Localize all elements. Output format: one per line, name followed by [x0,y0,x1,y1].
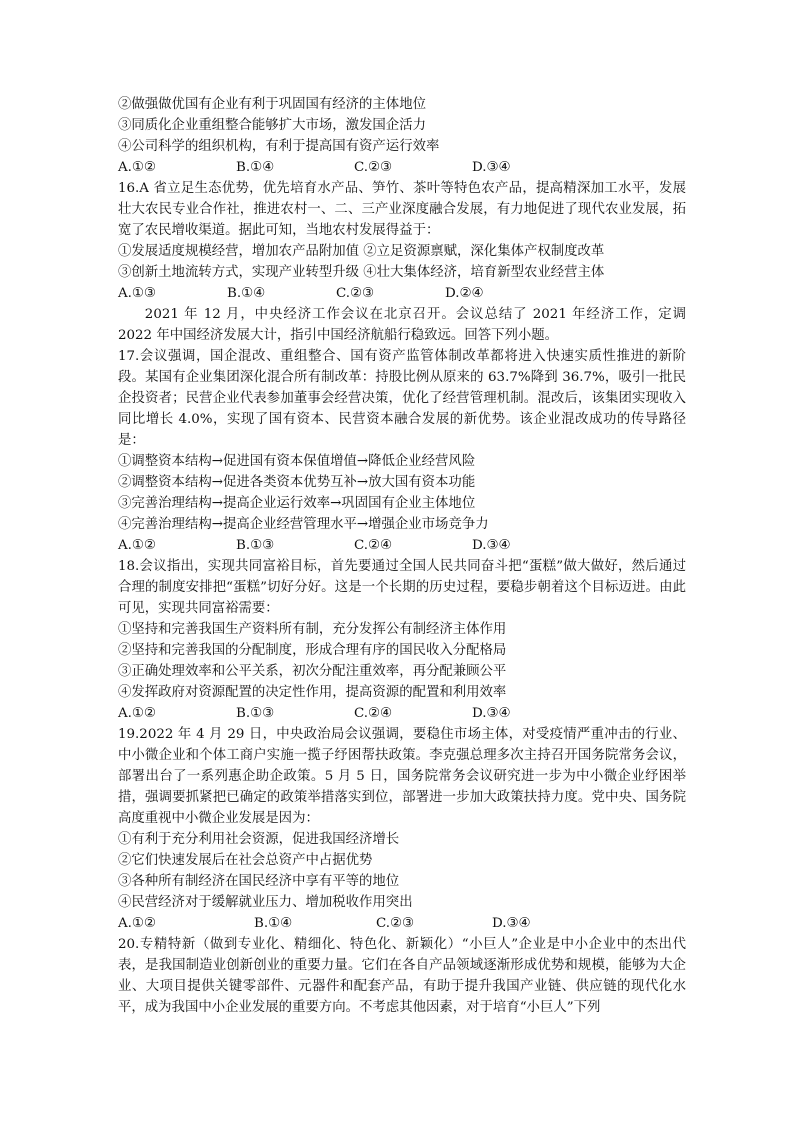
q19-choice-c: C.②③ [376,916,415,931]
q19-option-3: ③各种所有制经济在国民经济中享有平等的地位 [118,874,400,889]
q19-stem: 19.2022 年 4 月 29 日，中央政治局会议强调，要稳住市场主体，对受疫情严重冲击的行业、中小微企业和个体工商户实施一揽子纾困帮扶政策。李克强总理多次主持召开国务院常务会议，部署出台了一系列惠企助企政策。5 月 5 日，国务院常务会议研究进一步为中小微企业纾困举措，强调要抓紧把已确定的政策举措落实到位，部署进一步加大政策扶持力度。党中央、国务院高度重视中小微企业发展是因为： [118,727,686,826]
q19-choices [118,913,686,934]
question-18 [118,556,686,724]
q16-choice-c: C.②③ [336,286,375,301]
q16-choice-a: A.①③ [118,286,156,301]
exam-page [118,94,686,1018]
q15-choice-c: C.②③ [354,160,393,175]
q17-option-2: ②调整资本结构→促进各类资本优势互补→放大国有资本功能 [118,475,476,490]
question-15-tail [118,94,686,178]
q15-option-4: ④公司科学的组织机构，有利于提高国有资产运行效率 [118,139,440,154]
q19-choice-d: D.③④ [492,916,531,931]
q15-choice-b: B.①④ [236,160,275,175]
q18-option-2: ②坚持和完善我国的分配制度，形成合理有序的国民收入分配格局 [118,643,507,658]
q16-stem: 16.A 省立足生态优势，优先培育水产品、笋竹、茶叶等特色农产品，提高精深加工水平，发展壮大农民专业合作社，推进农村一、二、三产业深度融合发展，有力地促进了现代农业发展，拓宽了农民增收渠道。据此可知，当地农村发展得益于： [118,181,686,238]
q16-choice-d: D.②④ [445,286,484,301]
q15-option-2: ②做强做优国有企业有利于巩固国有经济的主体地位 [118,97,426,112]
q19-choice-b: B.①④ [254,916,293,931]
q15-choice-a: A.①② [118,160,156,175]
q19-option-2: ②它们快速发展后在社会总资产中占据优势 [118,853,373,868]
q18-choice-d: D.③④ [472,706,511,721]
question-17 [118,346,686,556]
q19-option-1: ①有利于充分利用社会资源，促进我国经济增长 [118,832,400,847]
q18-option-1: ①坚持和完善我国生产资料所有制，充分发挥公有制经济主体作用 [118,622,507,637]
q17-option-4: ④完善治理结构→提高企业经营管理水平→增强企业市场竞争力 [118,517,489,532]
q19-choice-a: A.①② [118,916,156,931]
q17-choices [118,535,686,556]
q18-choice-b: B.①③ [236,706,275,721]
q16-choices [118,283,686,304]
q15-choices [118,157,686,178]
q18-stem: 18.会议指出，实现共同富裕目标，首先要通过全国人民共同奋斗把“蛋糕”做大做好，然后通过合理的制度安排把“蛋糕”切好分好。这是一个长期的历史过程，要稳步朝着这个目标迈进。由此可见，实现共同富裕需要： [118,559,686,616]
q17-stem: 17.会议强调，国企混改、重组整合、国有资产监管体制改革都将进入快速实质性推进的新阶段。某国有企业集团深化混合所有制改革：持股比例从原来的 63.7%降到 36.7%，吸引一批民企投资者；民营企业代表参加董事会经营决策，优化了经营管理机制。混改后，该集团实现收入同比增长 4.0%，实现了国有资本、民营资本融合发展的新优势。该企业混改成功的传导路径是： [118,349,686,448]
q17-option-1: ①调整资本结构→促进国有资本保值增值→降低企业经营风险 [118,454,476,469]
q18-option-4: ④发挥政府对资源配置的决定性作用，提高资源的配置和利用效率 [118,685,507,700]
question-20 [118,934,686,1018]
q17-choice-c: C.②④ [354,538,393,553]
q16-options-row-1: ①发展适度规模经营，增加农产品附加值 ②立足资源禀赋，深化集体产权制度改革 [118,244,605,259]
q16-choice-b: B.①④ [227,286,266,301]
q18-choices [118,703,686,724]
q17-choice-b: B.①③ [236,538,275,553]
q20-stem: 20.专精特新（做到专业化、精细化、特色化、新颖化）“小巨人”企业是中小企业中的杰出代表，是我国制造业创新创业的重要力量。它们在各自产品领域逐渐形成优势和规模，能够为大企业、大项目提供关键零部件、元器件和配套产品，有助于提升我国产业链、供应链的现代化水平，成为我国中小企业发展的重要方向。不考虑其他因素，对于培育“小巨人”下列 [118,937,686,1015]
q17-choice-d: D.③④ [472,538,511,553]
q18-choice-a: A.①② [118,706,156,721]
question-19 [118,724,686,934]
q17-option-3: ③完善治理结构→提高企业运行效率→巩固国有企业主体地位 [118,496,476,511]
q15-option-3: ③同质化企业重组整合能够扩大市场，激发国企活力 [118,118,426,133]
q18-choice-c: C.②④ [354,706,393,721]
question-16 [118,178,686,304]
q18-option-3: ③正确处理效率和公平关系，初次分配注重效率，再分配兼顾公平 [118,664,507,679]
q16-options-row-2: ③创新土地流转方式，实现产业转型升级 ④壮大集体经济，培育新型农业经营主体 [118,265,605,280]
q19-option-4: ④民营经济对于缓解就业压力、增加税收作用突出 [118,895,413,910]
material-intro: 2021 年 12 月，中央经济工作会议在北京召开。会议总结了 2021 年经济工作，定调 2022 年中国经济发展大计，指引中国经济航船行稳致远。回答下列小题。 [118,307,686,343]
q15-choice-d: D.③④ [472,160,511,175]
q17-choice-a: A.①② [118,538,156,553]
